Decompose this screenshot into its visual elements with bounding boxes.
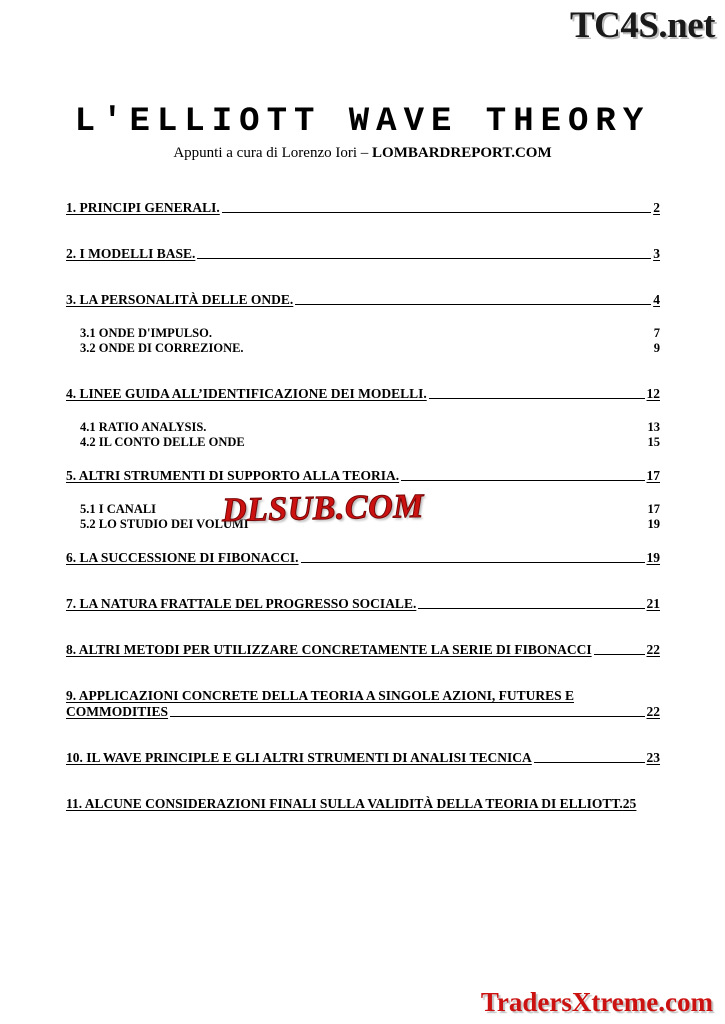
toc-page-number: 13 — [647, 420, 660, 434]
toc-entry-7[interactable] — [66, 596, 660, 612]
toc-page-number: 22 — [646, 642, 660, 657]
toc-label: 4.1 RATIO ANALYSIS. — [80, 420, 207, 434]
toc-label: 3.1 ONDE D'IMPULSO. — [80, 326, 212, 340]
spacer — [66, 308, 660, 326]
toc-label: 8. ALTRI METODI PER UTILIZZARE CONCRETAMENTE LA SERIE DI FIBONACCI — [66, 642, 592, 657]
toc-label: 3. LA PERSONALITÀ DELLE ONDE. — [66, 292, 294, 307]
spacer — [66, 402, 660, 420]
toc-label: 5. ALTRI STRUMENTI DI SUPPORTO ALLA TEORIA. — [66, 468, 400, 483]
toc-leader — [301, 561, 645, 563]
spacer — [66, 658, 660, 688]
toc-label: 1. PRINCIPI GENERALI. — [66, 200, 220, 215]
toc-entry-3-2[interactable] — [80, 341, 660, 356]
toc-page-number: 9 — [653, 341, 660, 355]
toc-page-number: 19 — [647, 517, 660, 531]
toc-leader — [429, 397, 645, 399]
toc-page-number: 7 — [653, 326, 660, 340]
toc-page-number: 21 — [646, 596, 660, 611]
toc-page-number: 4 — [653, 292, 660, 307]
watermark-center: DLSUB.COM — [221, 487, 425, 530]
spacer — [66, 450, 660, 468]
toc-leader — [401, 479, 644, 481]
toc-page-number: 3 — [653, 246, 660, 261]
toc-label: 4.2 IL CONTO DELLE ONDE — [80, 435, 245, 449]
toc-page-number: 2 — [653, 200, 660, 215]
watermark-top-right: TC4S.net — [569, 5, 715, 46]
toc-page-number: 19 — [646, 550, 660, 565]
toc-label: 4. LINEE GUIDA ALL’IDENTIFICAZIONE DEI MODELLI. — [66, 386, 427, 401]
toc-entry-9[interactable] — [66, 688, 660, 720]
toc-page-number: 12 — [646, 386, 660, 401]
toc-entry-3[interactable] — [66, 292, 660, 308]
toc-label-continued: COMMODITIES — [66, 704, 169, 719]
toc-label: 5.2 LO STUDIO DEI VOLUMI — [80, 517, 249, 531]
toc-page-number: 25 — [622, 796, 637, 811]
spacer — [66, 566, 660, 596]
toc-entry-6[interactable] — [66, 550, 660, 566]
toc-entry-4[interactable] — [66, 386, 660, 402]
toc-label: 3.2 ONDE DI CORREZIONE. — [80, 341, 244, 355]
toc-entry-5[interactable] — [66, 468, 660, 484]
spacer — [66, 216, 660, 246]
spacer — [66, 356, 660, 386]
toc-page-number: 15 — [647, 435, 660, 449]
toc-label: 11. ALCUNE CONSIDERAZIONI FINALI SULLA VALIDITÀ DELLA TEORIA DI ELLIOTT. — [66, 796, 623, 811]
subtitle-author: Appunti a cura di Lorenzo Iori – — [173, 145, 373, 161]
toc-entry-11[interactable] — [66, 796, 660, 812]
toc-leader — [295, 303, 651, 305]
toc-line-1 — [66, 688, 660, 704]
spacer — [66, 720, 660, 750]
toc-entry-8[interactable] — [66, 642, 660, 658]
toc-leader — [222, 211, 651, 213]
toc-leader — [197, 257, 651, 259]
toc-entry-2[interactable] — [66, 246, 660, 262]
toc-label: 6. LA SUCCESSIONE DI FIBONACCI. — [66, 550, 299, 565]
toc-page-number: 17 — [646, 468, 660, 483]
subtitle-source: LOMBARDREPORT.COM — [372, 145, 552, 161]
spacer — [66, 612, 660, 642]
watermark-bottom-right: TradersXtreme.com — [480, 987, 713, 1017]
toc-line-2 — [66, 704, 660, 720]
toc-label: 5.1 I CANALI — [80, 502, 157, 516]
page-title: L'ELLIOTT WAVE THEORY — [74, 102, 651, 141]
toc-label: 2. I MODELLI BASE. — [66, 246, 196, 261]
toc-entry-1[interactable] — [66, 200, 660, 216]
document-subtitle — [0, 145, 725, 162]
toc-page-number: 17 — [647, 502, 660, 516]
toc-page-number: 22 — [646, 704, 660, 719]
toc-leader — [170, 715, 644, 717]
toc-entry-4-2[interactable] — [80, 435, 660, 450]
toc-page-number: 23 — [646, 750, 660, 765]
toc-leader — [594, 653, 645, 655]
toc-entry-4-1[interactable] — [80, 420, 660, 435]
toc-label: 9. APPLICAZIONI CONCRETE DELLA TEORIA A SINGOLE AZIONI, FUTURES E — [66, 688, 575, 703]
toc-label: 7. LA NATURA FRATTALE DEL PROGRESSO SOCIALE. — [66, 596, 417, 611]
spacer — [66, 766, 660, 796]
toc-label: 10. IL WAVE PRINCIPLE E GLI ALTRI STRUMENTI DI ANALISI TECNICA — [66, 750, 532, 765]
spacer — [66, 262, 660, 292]
toc-entry-10[interactable] — [66, 750, 660, 766]
toc-leader — [534, 761, 645, 763]
toc-leader — [418, 607, 644, 609]
toc-entry-3-1[interactable] — [80, 326, 660, 341]
spacer — [66, 532, 660, 550]
